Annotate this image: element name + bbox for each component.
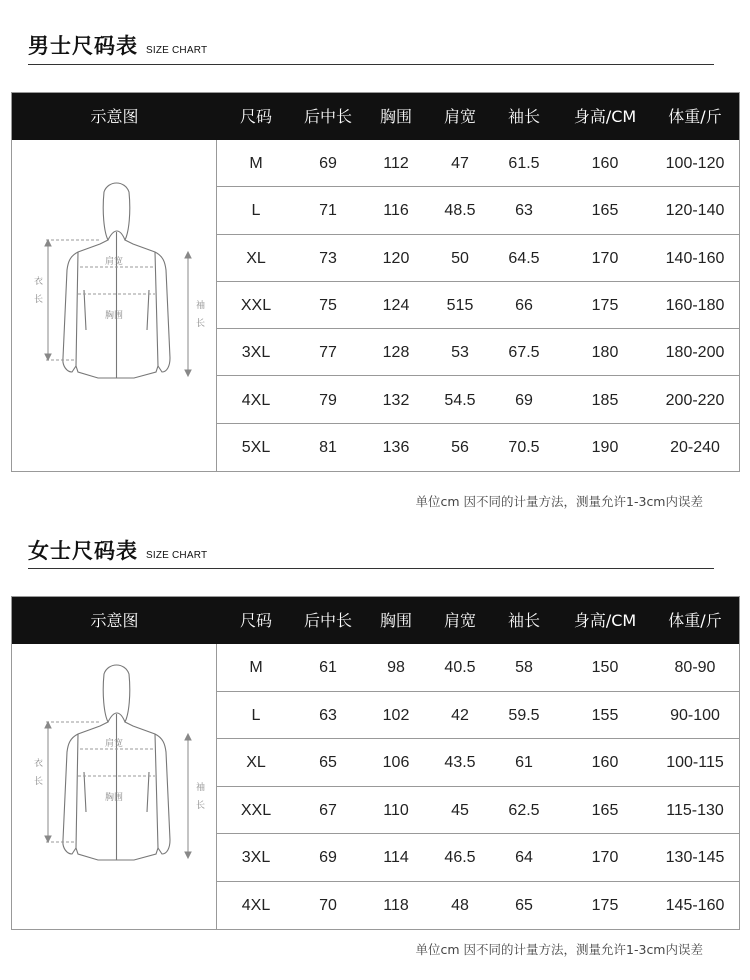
cell-shoulder: 45: [451, 801, 469, 819]
cell-size: M: [249, 659, 263, 676]
men-title-en: SIZE CHART: [146, 45, 208, 56]
women-section-title: [28, 535, 207, 565]
diagram-sleeve-label-1: 袖: [196, 783, 206, 793]
cell-height: 165: [591, 801, 619, 819]
cell-chest: 120: [382, 249, 410, 267]
header-shoulder: 肩宽: [443, 107, 476, 126]
cell-weight: 180-200: [665, 344, 725, 362]
table-row: [217, 692, 739, 740]
cell-chest: 132: [382, 391, 410, 409]
diagram-chest-label: 胸围: [105, 793, 124, 803]
table-row: [217, 377, 739, 424]
diagram-shoulder-label: 肩宽: [105, 739, 124, 749]
cell-weight: 90-100: [670, 706, 720, 724]
cell-size: 4XL: [241, 896, 271, 914]
header-back-length: 后中长: [303, 107, 352, 126]
women-title-rule: [28, 568, 714, 569]
cell-chest: 98: [387, 659, 405, 676]
cell-height: 180: [591, 344, 619, 362]
diagram-sleeve-label-2: 长: [196, 319, 206, 329]
cell-back-length: 65: [319, 754, 337, 771]
cell-shoulder: 47: [451, 155, 469, 172]
cell-weight: 140-160: [665, 249, 725, 267]
cell-size: XXL: [240, 296, 272, 314]
cell-shoulder: 43.5: [444, 754, 476, 771]
women-size-table: [11, 596, 740, 930]
men-note: 单位cm 因不同的计量方法，测量允许1-3cm内误差: [415, 494, 703, 509]
men-section-title: [28, 30, 207, 60]
cell-chest: 112: [383, 155, 409, 172]
cell-size: XL: [246, 249, 266, 267]
header-shoulder: 肩宽: [443, 611, 476, 630]
cell-weight: 80-90: [674, 659, 716, 676]
diagram-sleeve-label-1: 袖: [196, 301, 206, 311]
table-row: [217, 834, 739, 882]
men-title-rule: [28, 64, 714, 65]
cell-sleeve: 59.5: [508, 706, 540, 724]
table-row: [217, 187, 739, 234]
cell-back-length: 69: [319, 849, 337, 866]
cell-back-length: 63: [319, 706, 337, 724]
cell-size: M: [249, 155, 263, 172]
cell-back-length: 61: [319, 659, 337, 676]
cell-height: 175: [591, 896, 619, 914]
women-title: 女士尺码表: [28, 539, 138, 563]
cell-sleeve: 64.5: [508, 249, 540, 267]
women-table-header: [12, 597, 739, 644]
cell-size: L: [251, 706, 261, 724]
cell-sleeve: 66: [515, 296, 533, 314]
table-row: [217, 329, 739, 376]
cell-weight: 130-145: [665, 849, 725, 866]
header-height: 身高/CM: [573, 107, 637, 126]
header-diagram: 示意图: [90, 107, 139, 126]
cell-sleeve: 69: [515, 391, 533, 409]
header-chest: 胸围: [379, 611, 412, 630]
header-weight: 体重/斤: [668, 611, 722, 630]
table-row: [217, 282, 739, 329]
table-row: [217, 235, 739, 282]
header-size: 尺码: [239, 611, 272, 630]
cell-size: 3XL: [241, 344, 271, 362]
cell-back-length: 67: [319, 801, 337, 819]
cell-sleeve: 65: [515, 896, 533, 914]
diagram-length-label-2: 长: [34, 777, 44, 787]
diagram-length-label-1: 衣: [34, 277, 44, 287]
table-row: [217, 644, 739, 692]
cell-shoulder: 40.5: [444, 659, 476, 676]
women-title-en: SIZE CHART: [146, 550, 208, 561]
cell-weight: 115-130: [666, 801, 724, 819]
men-table-header: [12, 93, 739, 140]
cell-chest: 136: [382, 438, 410, 456]
cell-chest: 114: [383, 849, 409, 866]
diagram-length-label-1: 衣: [34, 759, 44, 769]
cell-weight: 100-120: [665, 155, 725, 172]
cell-size: 5XL: [241, 438, 271, 456]
cell-height: 165: [591, 202, 619, 220]
cell-back-length: 73: [319, 249, 337, 267]
cell-weight: 120-140: [665, 202, 725, 220]
cell-height: 150: [591, 659, 619, 676]
cell-size: XXL: [240, 801, 272, 819]
cell-back-length: 79: [319, 391, 337, 409]
diagram-shoulder-label: 肩宽: [105, 257, 124, 267]
cell-height: 170: [591, 249, 619, 267]
header-diagram: 示意图: [90, 611, 139, 630]
cell-sleeve: 67.5: [508, 344, 540, 362]
cell-shoulder: 42: [451, 706, 469, 724]
cell-weight: 160-180: [665, 296, 725, 314]
header-weight: 体重/斤: [668, 107, 722, 126]
cell-height: 190: [591, 438, 619, 456]
cell-height: 175: [591, 296, 619, 314]
header-sleeve: 袖长: [507, 107, 540, 126]
header-back-length: 后中长: [303, 611, 352, 630]
cell-sleeve: 64: [515, 849, 533, 866]
cell-sleeve: 70.5: [508, 438, 540, 456]
cell-height: 170: [591, 849, 619, 866]
cell-height: 155: [591, 706, 619, 724]
header-sleeve: 袖长: [507, 611, 540, 630]
cell-height: 185: [591, 391, 619, 409]
men-title: 男士尺码表: [28, 34, 138, 58]
cell-height: 160: [591, 155, 619, 172]
cell-size: 3XL: [241, 849, 271, 866]
cell-weight: 200-220: [665, 391, 725, 409]
cell-chest: 102: [382, 706, 410, 724]
header-size: 尺码: [239, 107, 272, 126]
cell-sleeve: 62.5: [508, 801, 540, 819]
header-height: 身高/CM: [573, 611, 637, 630]
cell-size: L: [251, 202, 261, 220]
diagram-length-label-2: 长: [34, 295, 44, 305]
cell-chest: 106: [382, 754, 410, 771]
table-row: [217, 424, 739, 471]
cell-height: 160: [591, 754, 619, 771]
cell-shoulder: 53: [451, 344, 469, 362]
cell-back-length: 71: [319, 202, 337, 220]
jacket-diagram-icon: [12, 644, 216, 929]
cell-shoulder: 50: [451, 249, 469, 267]
cell-weight: 20-240: [670, 438, 720, 456]
cell-sleeve: 61: [515, 754, 533, 771]
jacket-diagram-icon: [12, 140, 216, 471]
cell-shoulder: 515: [446, 296, 474, 314]
men-jacket-diagram: [12, 140, 217, 471]
cell-sleeve: 58: [515, 659, 533, 676]
cell-chest: 116: [383, 202, 409, 220]
cell-back-length: 81: [319, 438, 337, 456]
cell-weight: 145-160: [665, 896, 725, 914]
cell-shoulder: 54.5: [444, 391, 476, 409]
cell-chest: 118: [383, 896, 409, 914]
cell-weight: 100-115: [666, 754, 724, 771]
diagram-sleeve-label-2: 长: [196, 801, 206, 811]
cell-back-length: 70: [319, 896, 337, 914]
cell-shoulder: 56: [451, 438, 469, 456]
cell-shoulder: 48: [451, 896, 469, 914]
cell-chest: 124: [382, 296, 410, 314]
cell-shoulder: 46.5: [444, 849, 476, 866]
cell-back-length: 69: [319, 155, 337, 172]
header-chest: 胸围: [379, 107, 412, 126]
cell-back-length: 77: [319, 344, 337, 362]
table-row: [217, 739, 739, 787]
table-row: [217, 787, 739, 835]
table-row: [217, 140, 739, 187]
cell-back-length: 75: [319, 296, 337, 314]
women-jacket-diagram: [12, 644, 217, 929]
cell-sleeve: 61.5: [508, 155, 540, 172]
diagram-chest-label: 胸围: [105, 311, 124, 321]
cell-size: 4XL: [241, 391, 271, 409]
men-size-table: [11, 92, 740, 472]
cell-size: XL: [246, 754, 266, 771]
cell-chest: 110: [383, 801, 409, 819]
cell-shoulder: 48.5: [444, 202, 476, 220]
women-note: 单位cm 因不同的计量方法，测量允许1-3cm内误差: [415, 942, 703, 957]
table-row: [217, 882, 739, 930]
cell-chest: 128: [382, 344, 410, 362]
cell-sleeve: 63: [515, 202, 533, 220]
